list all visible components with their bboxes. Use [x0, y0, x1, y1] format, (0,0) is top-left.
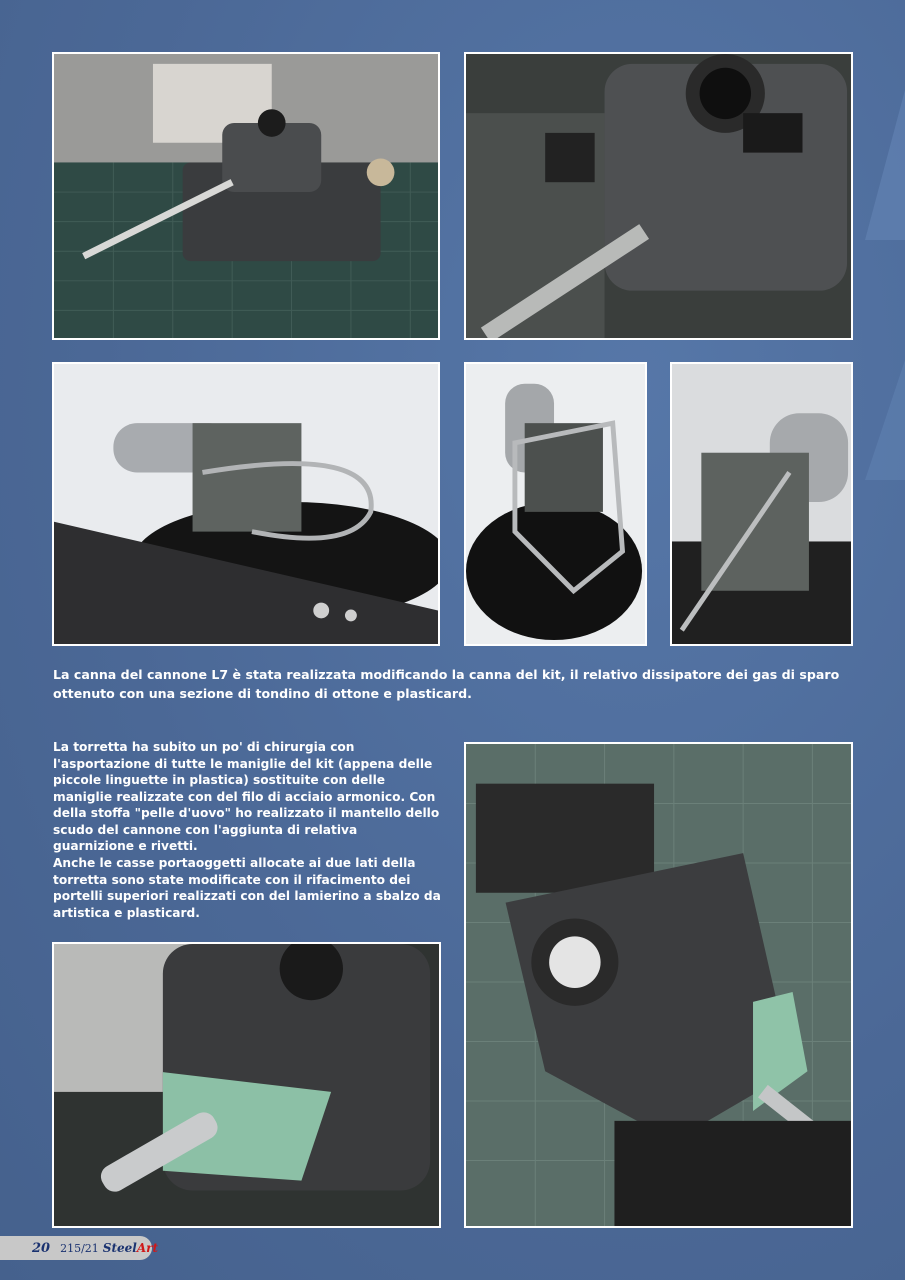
- caption-gun-barrel: La canna del cannone L7 è stata realizzata modificando la canna del kit, il relativo dissipatore dei gas di sparo ottenuto con una sezione di tondino di ottone e plasticard.: [53, 667, 840, 701]
- page-footer: [0, 1236, 159, 1260]
- photo-gun-breech-wide: [52, 362, 440, 646]
- background-decoration: [845, 60, 905, 480]
- photo-turret-stowage-boxes: [464, 742, 853, 1228]
- magazine-logo: [103, 1241, 158, 1255]
- page-number: 20: [32, 1240, 51, 1256]
- photo-gun-breech-top: [464, 362, 647, 646]
- caption-stowage-boxes: Anche le casse portaoggetti allocate ai due lati della torretta sono state modificate con il rifacimento dei portelli superiori realizzati con del lamierino a sbalzo da artistica e plasticard.: [53, 856, 441, 920]
- caption-turret-handles: La torretta ha subito un po' di chirurgia con l'asportazione di tutte le maniglie del kit (appena delle piccole linguette in plastica) sostituite con delle maniglie realizzate con del filo di acciaio armonico. Con della stoffa "pelle d'uovo" ho realizzato il mantello dello scudo del cannone con l'aggiunta di relativa guarnizione e rivetti.: [53, 740, 440, 853]
- photo-workbench-model: [52, 52, 440, 340]
- photo-gun-breech-side: [670, 362, 853, 646]
- logo-art: Art: [136, 1241, 159, 1255]
- issue-number: 215/21: [60, 1241, 99, 1255]
- photo-turret-mantlet-cover: [52, 942, 441, 1228]
- photo-turret-top: [464, 52, 853, 340]
- logo-steel: Steel: [102, 1241, 137, 1255]
